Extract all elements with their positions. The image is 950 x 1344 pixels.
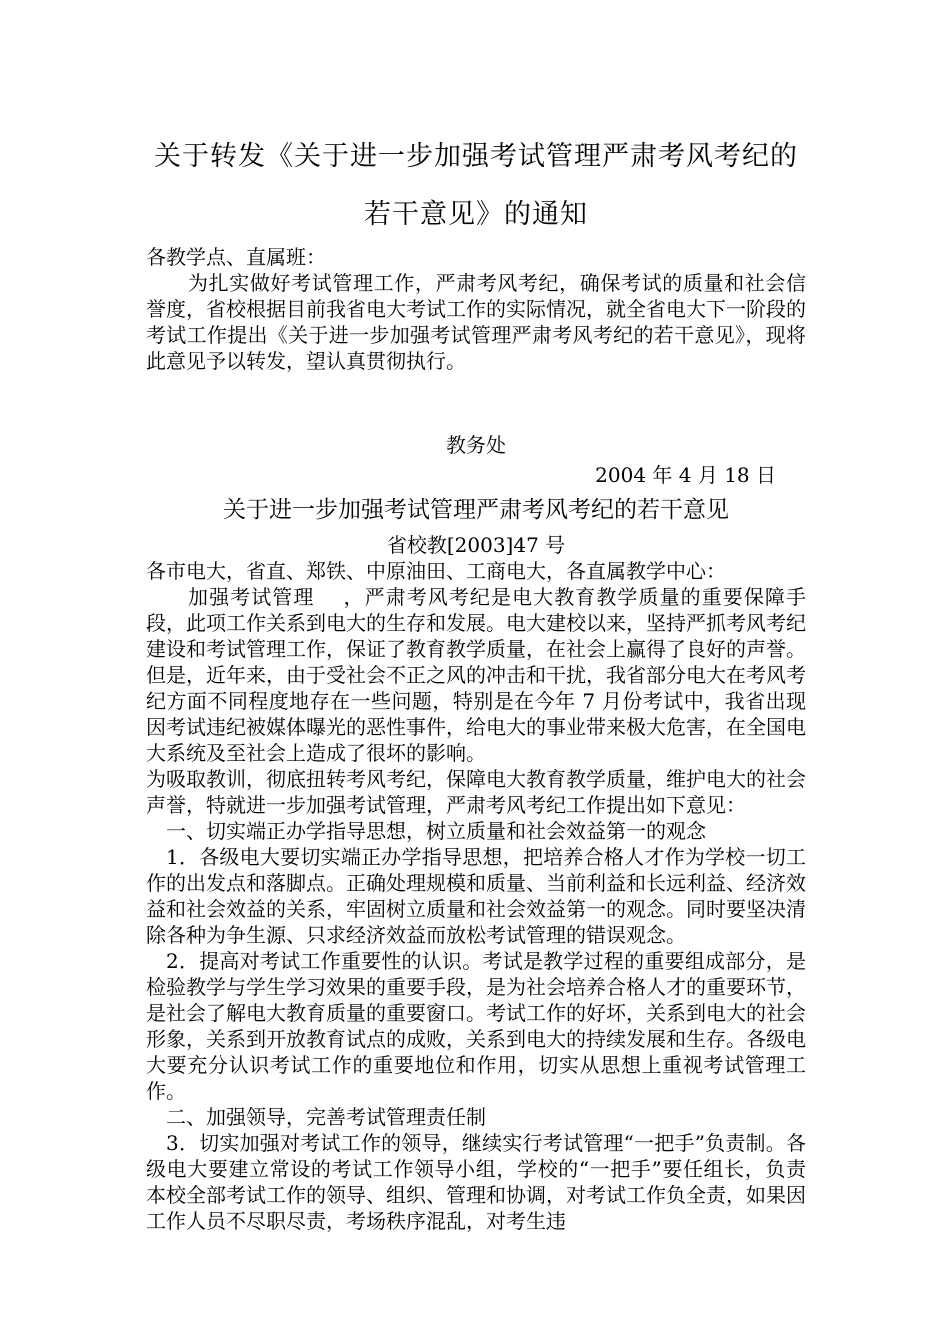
section2-heading: 二、加强领导，完善考试管理责任制 — [166, 1105, 486, 1129]
opinion-intro-part1: 加强考试管理 — [188, 585, 315, 609]
notice-signer: 教务处 — [446, 433, 506, 457]
notice-title-line2: 若干意见》的通知 — [364, 199, 588, 230]
item-1: 1．各级电大要切实端正办学指导思想，把培养合格人才作为学校一切工作的出发点和落脚点。正确处理规模和质量、当前利益和长远利益、经济效益和社会效益的关系，牢固树立质量和社会效益第一的观念。同时要坚决清除各种为争生源、只求经济效益而放松考试管理的错误观念。 — [146, 845, 806, 947]
notice-body: 为扎实做好考试管理工作，严肃考风考纪，确保考试的质量和社会信誉度，省校根据目前我省电大考试工作的实际情况，就全省电大下一阶段的考试工作提出《关于进一步加强考试管理严肃考风考纪的若干意见》，现将此意见予以转发，望认真贯彻执行。 — [146, 271, 806, 373]
opinion-doc-number: 省校教[2003]47 号 — [386, 533, 566, 557]
notice-salutation: 各教学点、直属班： — [146, 245, 326, 269]
opinion-intro — [146, 584, 806, 766]
notice-title — [146, 128, 806, 244]
item-3: 3．切实加强对考试工作的领导，继续实行考试管理“一把手”负责制。各级电大要建立常设的考试工作领导小组，学校的“一把手”要任组长，负责本校全部考试工作的领导、组织、管理和协调，对考试工作负全责，如果因工作人员不尽职尽责，考场秩序混乱，对考生违 — [146, 1131, 806, 1233]
opinion-intro-continued: 为吸取教训，彻底扭转考风考纪，保障电大教育教学质量，维护电大的社会声誉，特就进一步加强考试管理，严肃考风考纪工作提出如下意见： — [146, 767, 806, 817]
notice-title-line1: 关于转发《关于进一步加强考试管理严肃考风考纪的 — [154, 141, 798, 172]
document-content — [146, 128, 806, 1234]
opinion-title: 关于进一步加强考试管理严肃考风考纪的若干意见 — [223, 497, 729, 523]
section1-heading: 一、切实端正办学指导思想，树立质量和社会效益第一的观念 — [166, 819, 706, 843]
opinion-intro-part2: ，严肃考风考纪是电大教育教学质量的重要保障手段，此项工作关系到电大的生存和发展。电大建校以来，坚持严抓考风考纪建设和考试管理工作，保证了教育教学质量，在社会上赢得了良好的声誉。但是，近年来，由于受社会不正之风的冲击和干扰，我省部分电大在考风考纪方面不同程度地存在一些问题，特别是在今年 7 月份考试中，我省出现因考试违纪被媒体曝光的恶性事件，给电大的事业带来极大危害，在全国电大系统及至社会上造成了很坏的影响。 — [146, 585, 807, 765]
item-2: 2．提高对考试工作重要性的认识。考试是教学过程的重要组成部分，是检验教学与学生学习效果的重要手段，是为社会培养合格人才的重要环节，是社会了解电大教育质量的重要窗口。考试工作的好坏，关系到电大的社会形象，关系到开放教育试点的成败，关系到电大的持续发展和生存。各级电大要充分认识考试工作的重要地位和作用，切实从思想上重视考试管理工作。 — [146, 949, 806, 1103]
notice-date: 2004 年 4 月 18 日 — [595, 463, 776, 487]
opinion-salutation: 各市电大，省直、郑铁、中原油田、工商电大，各直属教学中心： — [146, 559, 726, 583]
